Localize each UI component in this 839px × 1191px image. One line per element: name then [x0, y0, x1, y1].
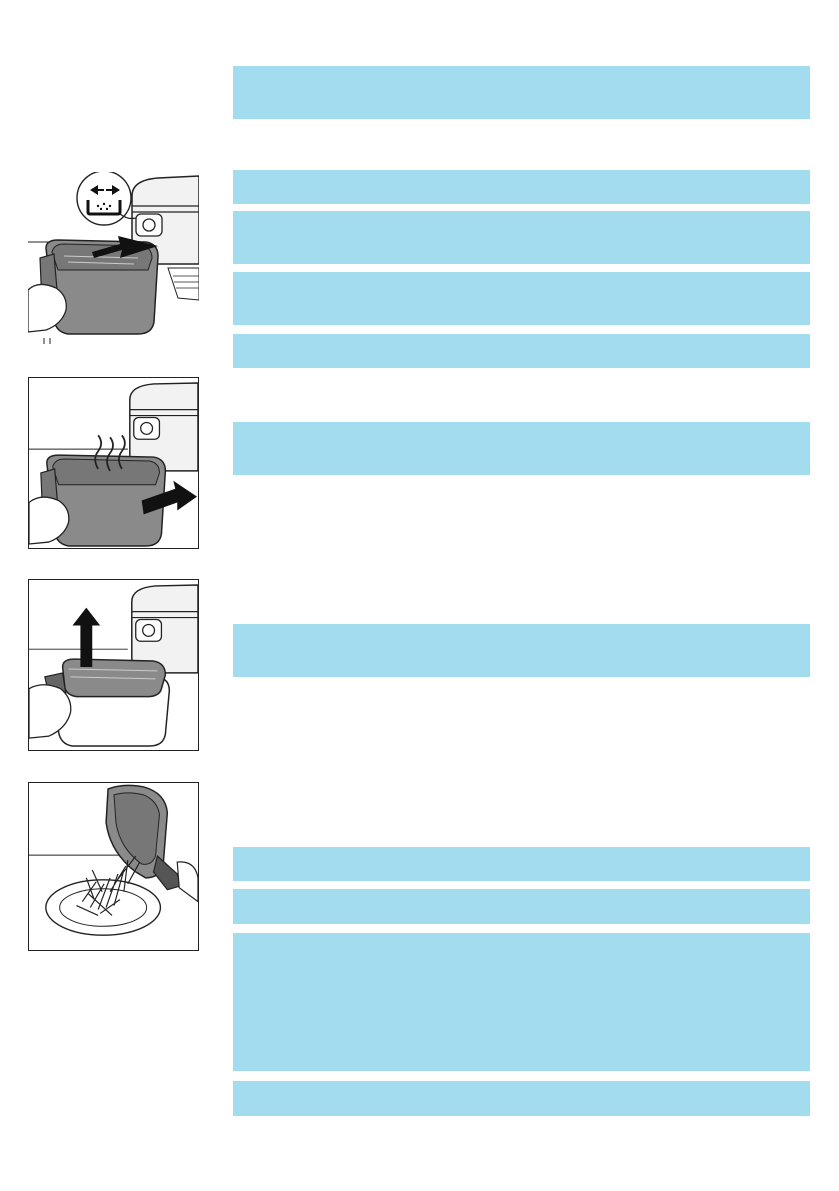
serve-food-illustration: [29, 783, 198, 950]
highlight-bar: [233, 624, 810, 677]
drawer-steam-illustration: [29, 378, 198, 548]
highlight-bar: [233, 422, 810, 475]
highlight-bar: [233, 272, 810, 325]
highlight-bar: [233, 334, 810, 368]
lift-basket-illustration: [29, 580, 198, 750]
highlight-bar: [233, 211, 810, 264]
figure-lift-basket: [28, 579, 199, 751]
pull-drawer-illustration: [28, 172, 199, 344]
highlight-bar: [233, 170, 810, 204]
figure-drawer-steam: [28, 377, 199, 549]
figure-pull-drawer: [28, 172, 199, 344]
highlight-bar: [233, 933, 810, 1071]
highlight-bar: [233, 66, 810, 119]
highlight-bar: [233, 889, 810, 924]
highlight-bar: [233, 847, 810, 881]
figure-serve-food: [28, 782, 199, 951]
highlight-bar: [233, 1081, 810, 1116]
